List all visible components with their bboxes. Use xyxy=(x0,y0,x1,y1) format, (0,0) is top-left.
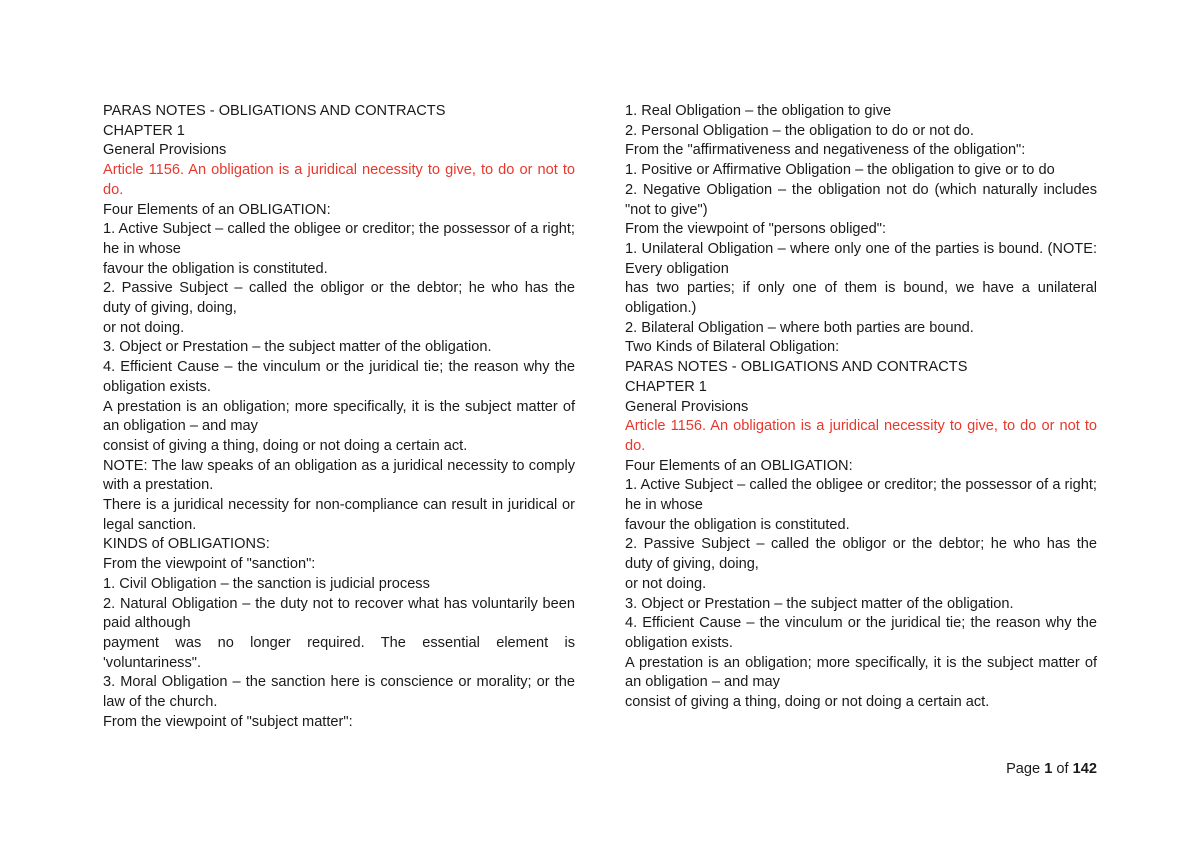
right-column xyxy=(625,102,1097,713)
text-line: PARAS NOTES - OBLIGATIONS AND CONTRACTS xyxy=(103,103,446,119)
text-line: From the viewpoint of "sanction": xyxy=(103,556,316,573)
page-footer xyxy=(1006,759,1097,779)
text-line: General Provisions xyxy=(103,142,227,159)
text-line: From the "affirmativeness and negativeness of the obligation": xyxy=(625,142,1026,159)
text-line: or not doing. xyxy=(625,575,707,592)
text-line: Four Elements of an OBLIGATION: xyxy=(625,457,853,474)
text-line: 2. Natural Obligation – the duty not to recover what has voluntarily been paid although xyxy=(103,595,575,632)
text-line: 3. Moral Obligation – the sanction here is conscience or morality; or the law of the church. xyxy=(103,674,575,711)
text-line: KINDS of OBLIGATIONS: xyxy=(103,536,270,553)
of-label: of xyxy=(1056,761,1069,777)
text-line: or not doing. xyxy=(103,319,185,336)
text-line: favour the obligation is constituted. xyxy=(625,516,850,533)
text-line: 1. Active Subject – called the obligee or creditor; the possessor of a right; he in whose xyxy=(625,477,1097,514)
left-column xyxy=(103,102,575,733)
text-line: 3. Object or Prestation – the subject matter of the obligation. xyxy=(103,339,492,356)
text-line: 4. Efficient Cause – the vinculum or the juridical tie; the reason why the obligation exists. xyxy=(625,615,1097,651)
text-line: CHAPTER 1 xyxy=(103,122,185,139)
article-text: Article 1156. An obligation is a juridical necessity to give, to do or not to do. xyxy=(103,162,575,198)
text-line: 1. Civil Obligation – the sanction is judicial process xyxy=(103,575,430,592)
text-line: A prestation is an obligation; more specifically, it is the subject matter of an obligation – and may xyxy=(625,654,1097,691)
total-pages-number: 142 xyxy=(1072,761,1097,777)
text-line: PARAS NOTES - OBLIGATIONS AND CONTRACTS xyxy=(625,359,968,376)
text-line: From the viewpoint of "persons obliged": xyxy=(625,221,887,238)
page-label: Page xyxy=(1006,761,1041,777)
text-line: From the viewpoint of "subject matter": xyxy=(103,713,353,730)
text-line: NOTE: The law speaks of an obligation as a juridical necessity to comply with a prestation. xyxy=(103,457,575,494)
text-line: 3. Object or Prestation – the subject matter of the obligation. xyxy=(625,595,1014,612)
text-line: consist of giving a thing, doing or not doing a certain act. xyxy=(625,694,990,711)
text-line: There is a juridical necessity for non-compliance can result in juridical or legal sanction. xyxy=(103,497,575,533)
text-line: 2. Passive Subject – called the obligor or the debtor; he who has the duty of giving, doing, xyxy=(625,536,1097,573)
text-line: Two Kinds of Bilateral Obligation: xyxy=(625,339,840,356)
current-page-number: 1 xyxy=(1044,761,1053,777)
text-line: 4. Efficient Cause – the vinculum or the juridical tie; the reason why the obligation exists. xyxy=(103,359,575,395)
article-text: Article 1156. An obligation is a juridical necessity to give, to do or not to do. xyxy=(625,418,1097,454)
text-line: 1. Active Subject – called the obligee or creditor; the possessor of a right; he in whose xyxy=(103,221,575,257)
text-line: 1. Real Obligation – the obligation to give xyxy=(625,103,892,119)
text-line: 2. Negative Obligation – the obligation not do (which naturally includes "not to give") xyxy=(625,181,1097,218)
text-line: 1. Unilateral Obligation – where only one of the parties is bound. (NOTE: Every obligation xyxy=(625,240,1097,277)
text-line: favour the obligation is constituted. xyxy=(103,260,328,277)
text-line: Four Elements of an OBLIGATION: xyxy=(103,201,331,218)
text-line: payment was no longer required. The essential element is 'voluntariness". xyxy=(103,634,575,671)
text-line: 2. Bilateral Obligation – where both parties are bound. xyxy=(625,319,974,336)
text-line: CHAPTER 1 xyxy=(625,378,707,395)
text-line: General Provisions xyxy=(625,398,749,415)
text-line: has two parties; if only one of them is bound, we have a unilateral obligation.) xyxy=(625,280,1097,317)
text-line: 2. Personal Obligation – the obligation to do or not do. xyxy=(625,122,974,139)
text-line: 2. Passive Subject – called the obligor or the debtor; he who has the duty of giving, doing, xyxy=(103,280,575,317)
text-line: A prestation is an obligation; more specifically, it is the subject matter of an obligation – and may xyxy=(103,398,575,435)
text-line: 1. Positive or Affirmative Obligation – the obligation to give or to do xyxy=(625,162,1055,179)
text-line: consist of giving a thing, doing or not doing a certain act. xyxy=(103,437,468,454)
